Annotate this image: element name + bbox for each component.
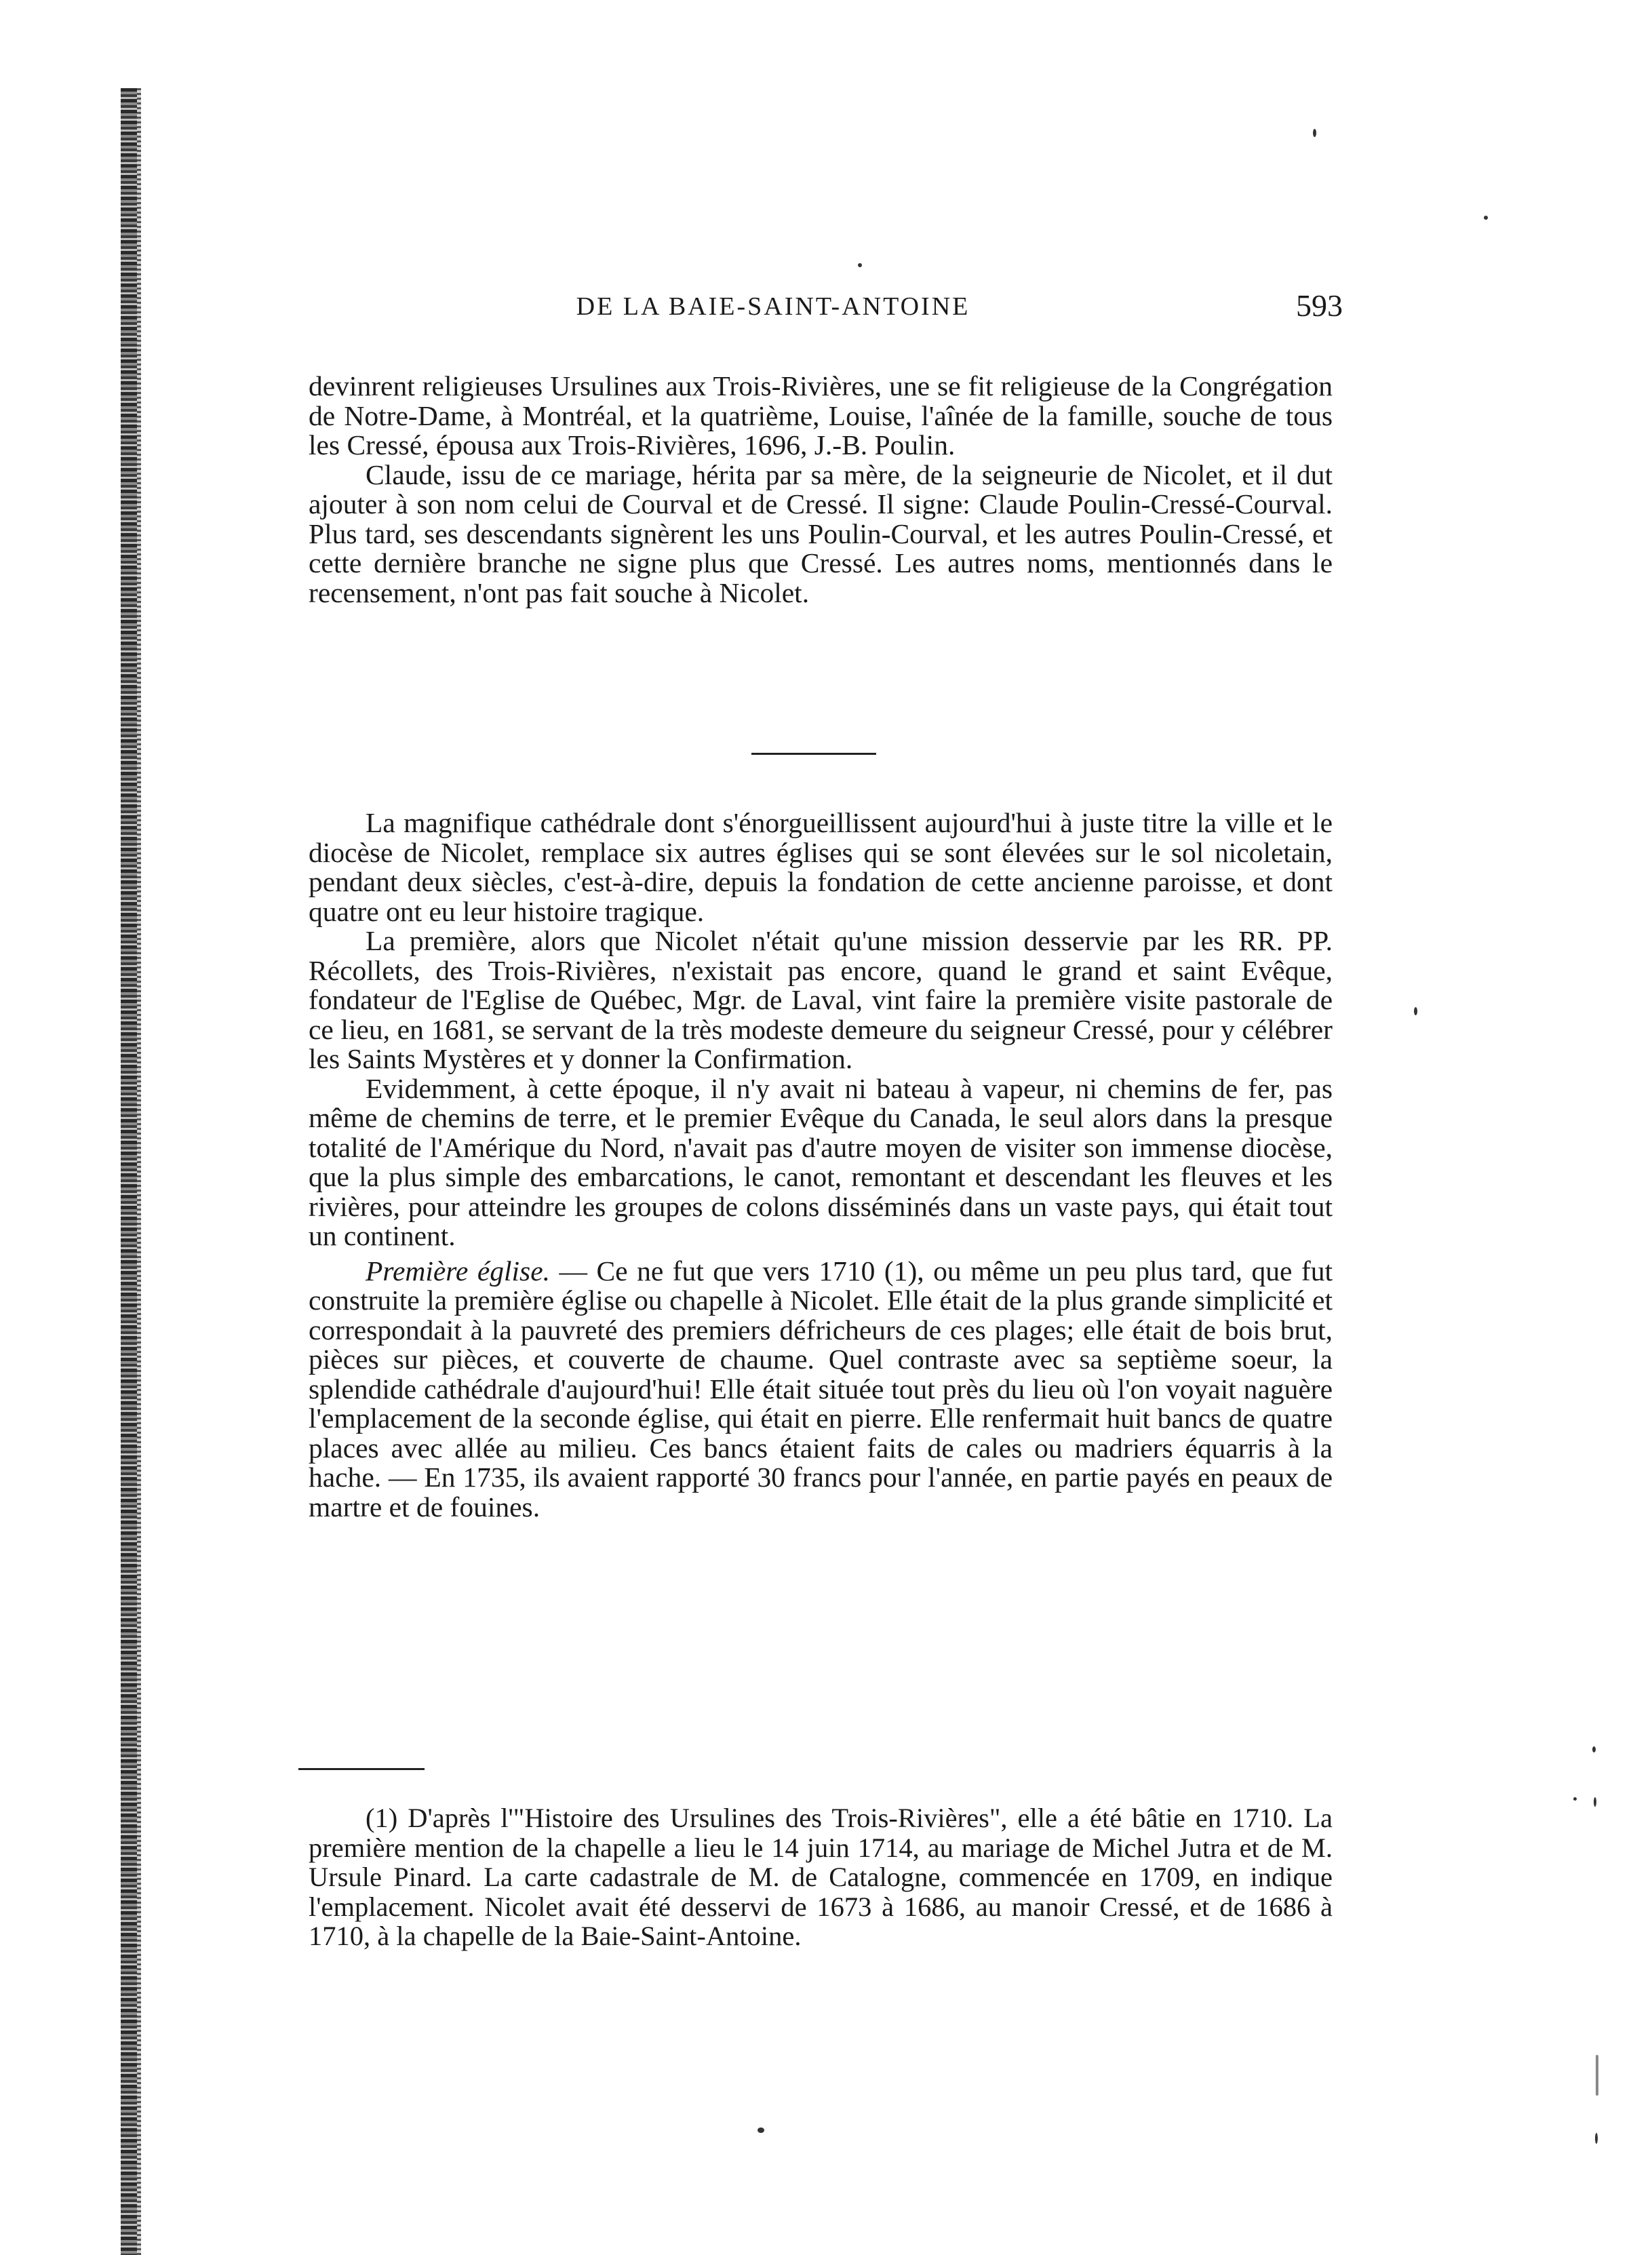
book-spine-edge xyxy=(121,88,137,2255)
section-text: — Ce ne fut que vers 1710 (1), ou même un peu plus tard, que fut construite la première église ou chapelle à Nicolet. Elle était de la plus grande simplicité et correspondait à la pauvreté des premiers défricheurs de ces plages; elle était de bois brut, pièces sur pièces, et couverte de chaume. Quel contraste avec sa septième soeur, la splendide cathédrale d'aujourd'hui! Elle était située tout près du lieu où l'on voyait naguère l'emplacement de la seconde église, qui était en pierre. Elle renfermait huit bancs de quatre places avec allée au milieu. Ces bancs étaient faits de cales ou madriers équarris à la hache. — En 1735, ils avaient rapporté 30 francs pour l'année, en partie payés en peaux de martre et de fouines. xyxy=(309,1255,1333,1523)
footnote-text: (1) D'après l'"Histoire des Ursulines des Trois-Rivières", elle a été bâtie en 1710. La première mention de la chapelle a lieu le 14 juin 1714, au mariage de Michel Jutra et de M. Ursule Pinard. La carte cadastrale de M. de Catalogne, commencée en 1709, en indique l'emplacement. Nicolet avait été desservi de 1673 à 1686, au manoir Cressé, et de 1686 à 1710, à la chapelle de la Baie-Saint-Antoine. xyxy=(309,1803,1333,1951)
scan-speck xyxy=(1484,216,1488,220)
footnote-section xyxy=(309,1803,1333,1951)
body-paragraph: Evidemment, à cette époque, il n'y avait ni bateau à vapeur, ni chemins de fer, pas même de chemins de terre, et le premier Evêque du Canada, le seul alors dans la presque totalité de l'Amérique du Nord, n'avait pas d'autre moyen de visiter son immense diocèse, que la plus simple des embarcations, le canot, remontant et descendant les fleuves et les rivières, pour atteindre les groupes de colons disséminés dans un vaste pays, qui était tout un continent. xyxy=(309,1072,1333,1251)
main-section xyxy=(309,808,1333,1522)
body-paragraph: La magnifique cathédrale dont s'énorgueillissent aujourd'hui à juste titre la ville et le diocèse de Nicolet, remplace six autres églises qui se sont élevées sur le sol nicoletain, pendant deux siècles, c'est-à-dire, depuis la fondation de cette ancienne paroisse, et dont quatre ont eu leur histoire tragique. xyxy=(309,807,1333,927)
scan-speck xyxy=(1573,1797,1577,1801)
scan-speck xyxy=(1594,1797,1596,1807)
page-number: 593 xyxy=(1296,288,1343,323)
book-spine-shadow xyxy=(137,88,141,2255)
body-paragraph: La première, alors que Nicolet n'était qu'une mission desservie par les RR. PP. Récollets, des Trois-Rivières, n'existait pas encore, quand le grand et saint Evêque, fondateur de l'Eglise de Québec, Mgr. de Laval, vint faire la première visite pastorale de ce lieu, en 1681, se servant de la très modeste demeure du seigneur Cressé, pour y célébrer les Saints Mystères et y donner la Confirmation. xyxy=(309,925,1333,1074)
section-paragraph xyxy=(309,1257,1333,1523)
intro-paragraph: Claude, issu de ce mariage, hérita par sa mère, de la seigneurie de Nicolet, et il dut ajouter à son nom celui de Courval et de Cressé. Il signe: Claude Poulin-Cressé-Courval. Plus tard, ses descendants signèrent les uns Poulin-Courval, et les autres Poulin-Cressé, et cette dernière branche ne signe plus que Cressé. Les autres noms, mentionnés dans le recensement, n'ont pas fait souche à Nicolet. xyxy=(309,458,1333,608)
scan-speck xyxy=(1596,2055,1598,2096)
section-divider xyxy=(751,753,876,755)
intro-section xyxy=(309,372,1333,608)
scan-speck xyxy=(758,2127,764,2133)
intro-paragraph: devinrent religieuses Ursulines aux Trois-Rivières, une se fit religieuse de la Congrégation de Notre-Dame, à Montréal, et la quatrième, Louise, l'aînée de la famille, souche de tous les Cressé, épousa aux Trois-Rivières, 1696, J.-B. Poulin. xyxy=(309,370,1333,460)
scan-speck xyxy=(1592,1746,1596,1752)
scan-speck xyxy=(1595,2133,1598,2144)
scan-speck xyxy=(858,263,862,267)
page-header xyxy=(298,288,1343,339)
running-title: DE LA BAIE-SAINT-ANTOINE xyxy=(576,292,970,321)
scan-speck xyxy=(1414,1007,1417,1015)
scan-speck xyxy=(1313,129,1316,137)
footnote-divider xyxy=(298,1768,425,1770)
section-heading: Première église. xyxy=(366,1255,550,1287)
